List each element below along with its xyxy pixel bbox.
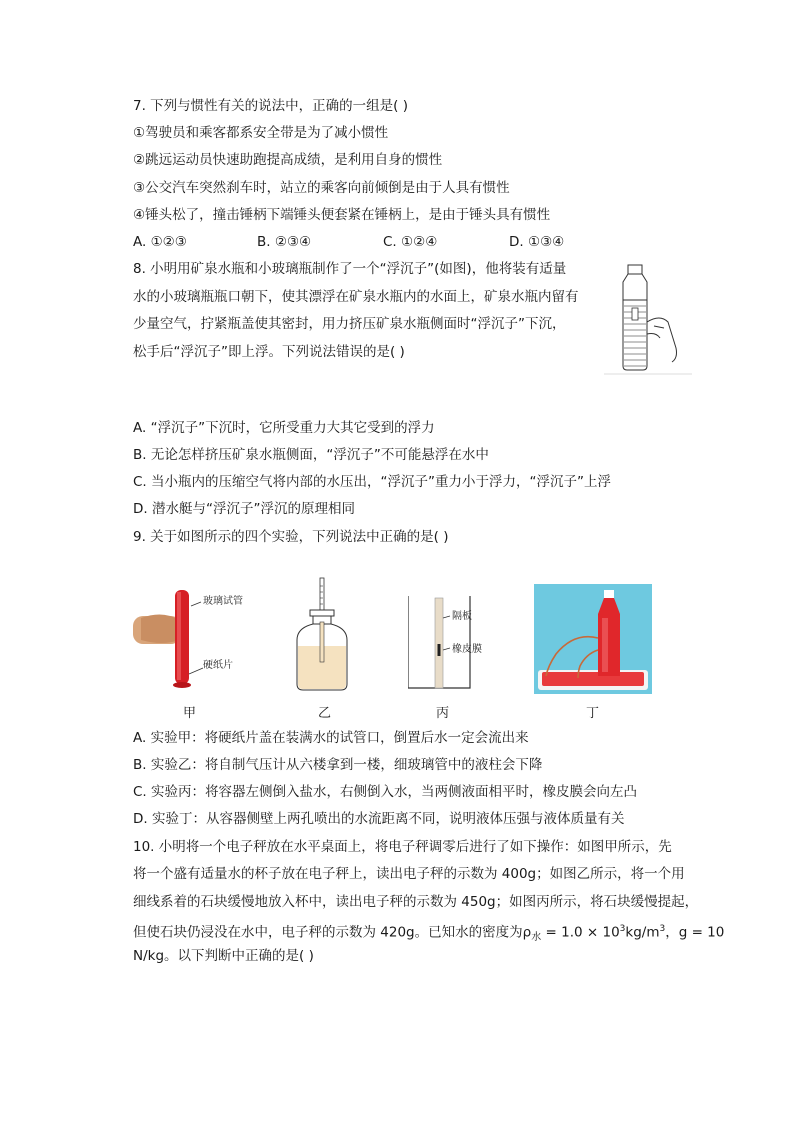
q8-stem-line-2: 水的小玻璃瓶瓶口朝下，使其漂浮在矿泉水瓶内的水面上，矿泉水瓶内留有 <box>133 289 579 305</box>
density-unit: kg/m <box>625 924 660 941</box>
g-value: ，g = 10 <box>665 924 725 941</box>
q7-statement-2: ②跳远运动员快速助跑提高成绩，是利用自身的惯性 <box>133 152 443 168</box>
rho-symbol: ρ <box>522 924 532 941</box>
caption-jia: 甲 <box>183 706 197 721</box>
q9-option-d: D. 实验丁：从容器侧壁上两孔喷出的水流距离不同，说明液体压强与液体质量有关 <box>133 811 625 827</box>
q8-stem-line-1: 8. 小明用矿泉水瓶和小玻璃瓶制作了一个“浮沉子”(如图)，他将装有适量 <box>133 261 567 277</box>
q7-options <box>133 232 583 252</box>
q9-option-a: A. 实验甲：将硬纸片盖在装满水的试管口，倒置后水一定会流出来 <box>133 730 529 746</box>
q10-line-3: 细线系着的石块缓慢地放入杯中，读出电子秤的示数为 450g；如图丙所示，将石块缓慢提起， <box>133 894 699 910</box>
q8-stem-line-4: 松手后“浮沉子”即上浮。下列说法错误的是( ) <box>133 344 405 360</box>
q8-option-d: D. 潜水艇与“浮沉子”浮沉的原理相同 <box>133 501 355 517</box>
q8-option-b: B. 无论怎样挤压矿泉水瓶侧面，“浮沉子”不可能悬浮在水中 <box>133 447 489 463</box>
q7-stem: 7. 下列与惯性有关的说法中，正确的一组是( ) <box>133 98 408 114</box>
q8-option-a: A. “浮沉子”下沉时，它所受重力大其它受到的浮力 <box>133 420 435 436</box>
caption-yi: 乙 <box>318 706 332 721</box>
q10-line-4-text: 但使石块仍浸没在水中，电子秤的示数为 420g。已知水的密度为 <box>133 924 523 941</box>
q7-statement-1: ①驾驶员和乘客都系安全带是为了减小惯性 <box>133 125 389 141</box>
q10-line-4 <box>133 919 724 948</box>
caption-bing: 丙 <box>436 706 450 721</box>
q10-line-5: N/kg。以下判断中正确的是( ) <box>133 948 314 964</box>
q7-statement-3: ③公交汽车突然刹车时，站立的乘客向前倾倒是由于人具有惯性 <box>133 180 510 196</box>
q7-option-d: D. ①③④ <box>509 234 565 250</box>
caption-ding: 丁 <box>586 706 600 721</box>
q9-option-c: C. 实验丙：将容器左侧倒入盐水，右侧倒入水，当两侧液面相平时，橡皮膜会向左凸 <box>133 784 638 800</box>
q7-statement-4: ④锤头松了，撞击锤柄下端锤头便套紧在锤柄上，是由于锤头具有惯性 <box>133 207 551 223</box>
density-exponent: 3 <box>619 924 626 934</box>
unit-exponent: 3 <box>659 924 666 934</box>
q8-stem-line-3: 少量空气，拧紧瓶盖使其密封，用力挤压矿泉水瓶侧面时“浮沉子”下沉， <box>133 316 566 332</box>
experiment-jia-figure <box>133 588 263 693</box>
rho-subscript: 水 <box>531 932 542 944</box>
q7-option-c: C. ①②④ <box>383 234 438 250</box>
q9-stem: 9. 关于如图所示的四个实验，下列说法中正确的是( ) <box>133 529 449 545</box>
card-label: 硬纸片 <box>203 660 233 671</box>
partition-label: 隔板 <box>452 611 472 622</box>
q10-line-1: 10. 小明将一个电子秤放在水平桌面上，将电子秤调零后进行了如下操作：如图甲所示，先 <box>133 839 672 855</box>
experiment-ding-figure <box>534 584 652 694</box>
q7-option-a: A. ①②③ <box>133 234 187 250</box>
membrane-label: 橡皮膜 <box>452 644 482 655</box>
q10-line-2: 将一个盛有适量水的杯子放在电子秤上，读出电子秤的示数为 400g；如图乙所示，将一个用 <box>133 866 685 882</box>
q7-option-b: B. ②③④ <box>257 234 312 250</box>
experiment-yi-figure <box>294 576 354 694</box>
q8-option-c: C. 当小瓶内的压缩空气将内部的水压出，“浮沉子”重力小于浮力，“浮沉子”上浮 <box>133 474 611 490</box>
cartesian-diver-figure <box>604 262 692 376</box>
q9-option-b: B. 实验乙：将自制气压计从六楼拿到一楼，细玻璃管中的液柱会下降 <box>133 757 543 773</box>
density-value: = 1.0 × 10 <box>541 924 620 941</box>
glass-tube-label: 玻璃试管 <box>203 596 243 607</box>
experiment-bing-figure <box>408 594 518 692</box>
